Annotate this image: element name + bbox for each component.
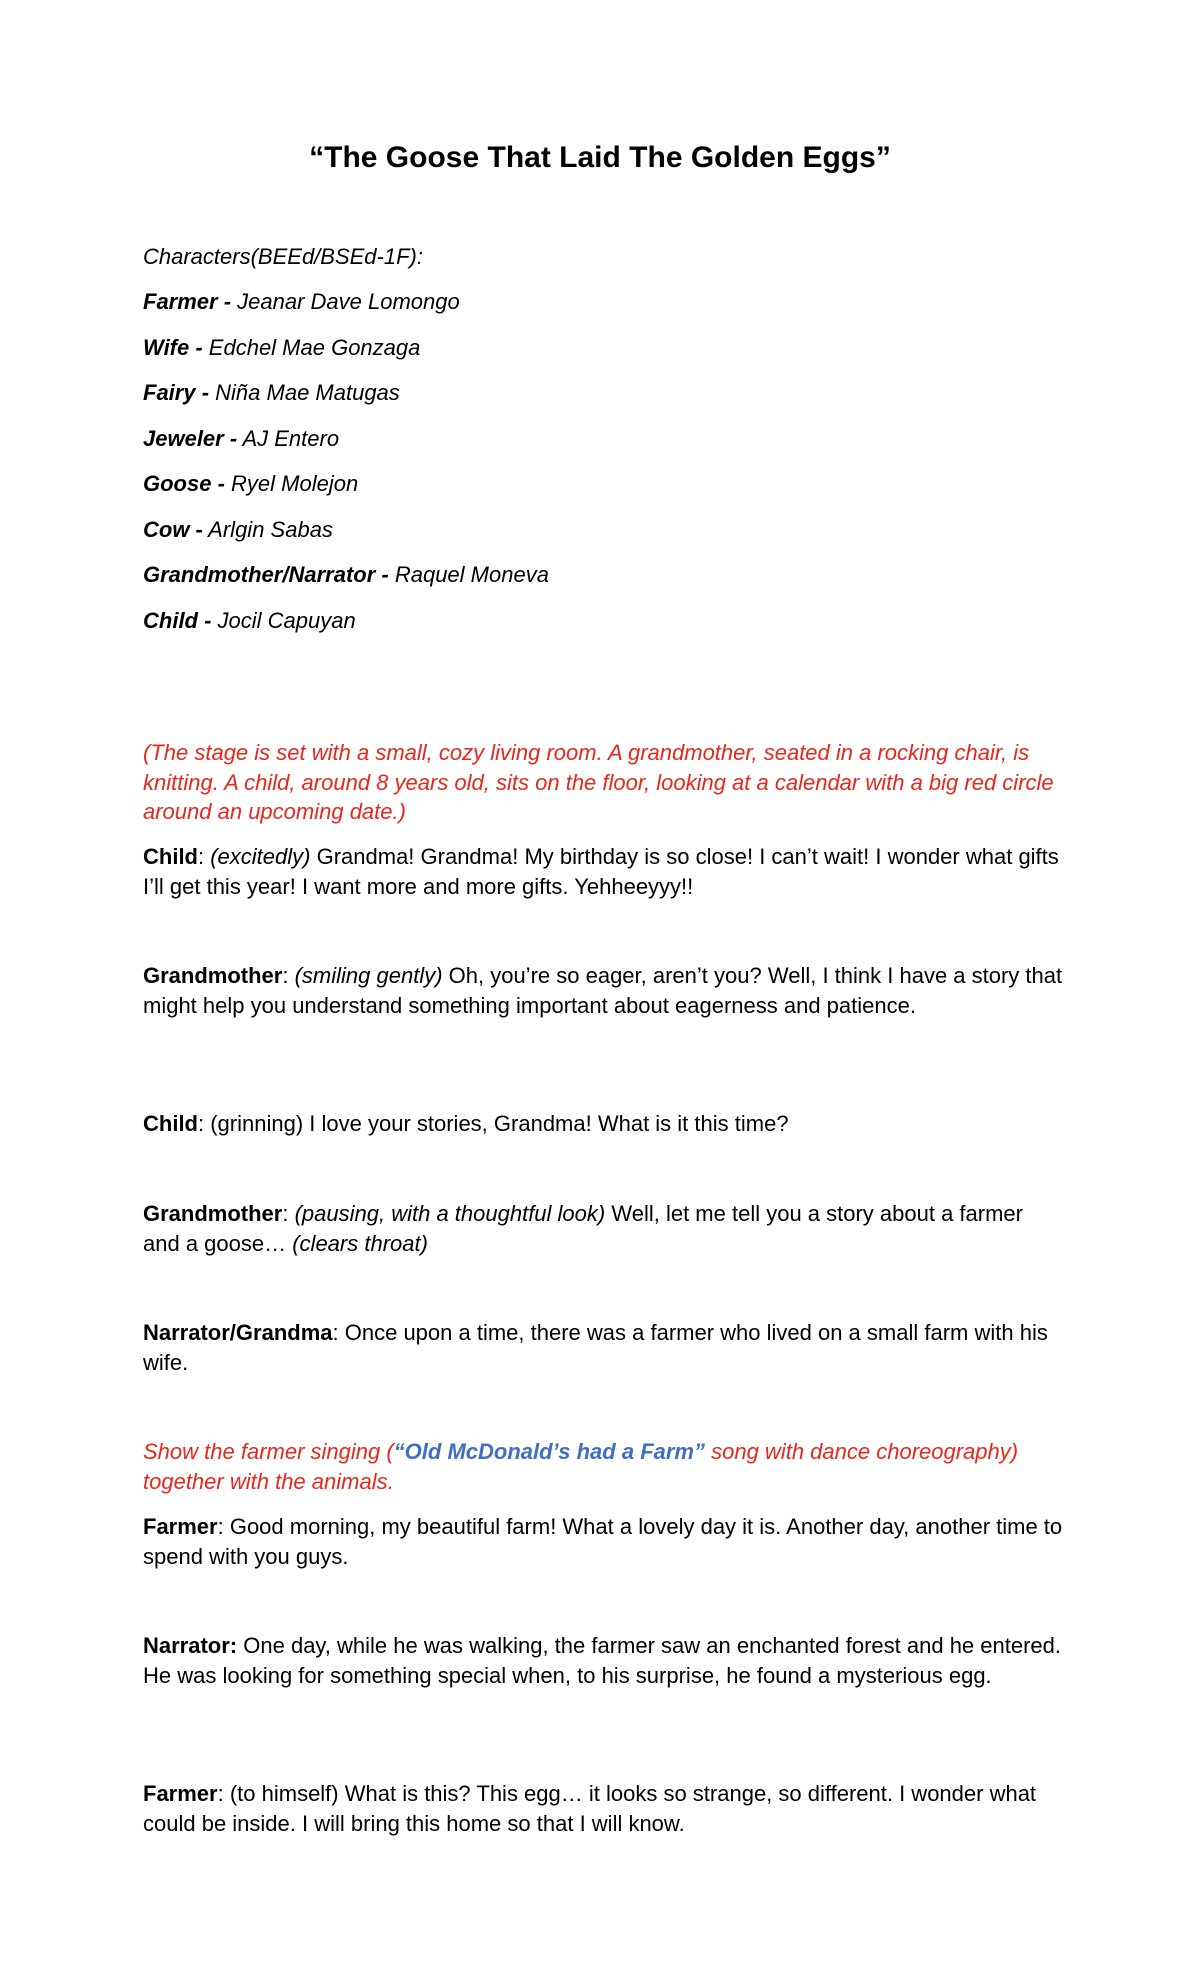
speaker-separator: :: [217, 1514, 230, 1539]
cast-name: Edchel Mae Gonzaga: [202, 334, 421, 360]
dialogue-text: Once upon a time, there was a farmer who lived on a small farm with his wife.: [143, 1320, 1048, 1375]
dialogue-line: [143, 961, 1063, 1020]
song-title: “Old McDonald’s had a Farm”: [393, 1439, 705, 1464]
stage-direction-text: Show the farmer singing (: [143, 1439, 394, 1464]
cast-name: Jocil Capuyan: [211, 607, 356, 633]
cast-item: [143, 516, 1063, 562]
cast-item: [143, 379, 1063, 425]
cast-heading: Characters(BEEd/BSEd-1F):: [143, 244, 423, 269]
speaker-name: Grandmother: [143, 963, 283, 988]
speaker-name: Child: [143, 844, 198, 869]
cast-name: Jeanar Dave Lomongo: [231, 289, 460, 314]
speaker-name: Narrator:: [143, 1633, 238, 1658]
stage-direction-text: song with dance choreography) together with the animals.: [143, 1439, 1019, 1494]
cast-role: Cow -: [143, 516, 203, 542]
stage-direction: [143, 1437, 1063, 1496]
cast-item: [143, 288, 1063, 334]
stage-direction: (The stage is set with a small, cozy living room. A grandmother, seated in a rocking chair, is knitting. A child, around 8 years old, sits on the floor, looking at a calendar with a big red circle around an upcoming date.): [143, 740, 1054, 824]
speaker-separator: :: [198, 844, 211, 869]
cast-role: Wife -: [143, 334, 203, 360]
speaker-name: Child: [143, 1111, 198, 1136]
acting-direction: (pausing, with a thoughtful look): [294, 1201, 606, 1226]
speaker-separator: :: [282, 1201, 295, 1226]
dialogue-line: [143, 1318, 1063, 1377]
acting-direction: (smiling gently): [294, 963, 443, 988]
cast-role: Jeweler -: [143, 425, 238, 451]
dialogue-text: Grandma! Grandma! My birthday is so close! I can’t wait! I wonder what gifts I’ll get this year! I want more and more gifts. Yehheeyyy!!: [143, 844, 1059, 899]
dialogue-text: Oh, you’re so eager, aren’t you? Well, I think I have a story that might help you understand something important about eagerness and patience.: [143, 963, 1063, 1018]
speaker-name: Narrator/Grandma: [143, 1320, 333, 1345]
cast-role: Farmer -: [143, 289, 232, 314]
cast-list: [143, 288, 1063, 652]
cast-item: [143, 561, 1063, 607]
cast-item: [143, 334, 1063, 380]
speaker-separator: :: [282, 963, 295, 988]
dialogue-text: One day, while he was walking, the farmer saw an enchanted forest and he entered. He was looking for something special when, to his surprise, he found a mysterious egg.: [143, 1633, 1062, 1688]
cast-role: Child -: [143, 607, 212, 633]
page-title: “The Goose That Laid The Golden Eggs”: [309, 141, 891, 174]
acting-direction: (clears throat): [292, 1230, 428, 1256]
dialogue-text: Good morning, my beautiful farm! What a lovely day it is. Another day, another time to spend with you guys.: [143, 1514, 1063, 1569]
dialogue-line: [143, 1512, 1063, 1571]
cast-role: Fairy -: [143, 380, 210, 405]
cast-item: [143, 607, 1063, 653]
dialogue-text: (to himself) What is this? This egg… it looks so strange, so different. I wonder what could be inside. I will bring this home so that I will know.: [143, 1781, 1037, 1836]
speaker-name: Farmer: [143, 1781, 218, 1806]
speaker-separator: :: [198, 1111, 211, 1136]
cast-name: Niña Mae Matugas: [209, 380, 400, 405]
speaker-name: Grandmother: [143, 1201, 283, 1226]
cast-item: [143, 470, 1063, 516]
dialogue-line: [143, 842, 1063, 901]
acting-direction: (excitedly): [210, 844, 311, 869]
speaker-name: Farmer: [143, 1514, 218, 1539]
speaker-separator: :: [217, 1781, 230, 1806]
cast-role: Goose -: [143, 471, 225, 496]
speaker-separator: :: [332, 1320, 345, 1345]
dialogue-text: Well, let me tell you a story about a farmer and a goose…: [143, 1201, 1023, 1256]
dialogue-line: [143, 1779, 1063, 1838]
cast-role: Grandmother/Narrator -: [143, 562, 389, 587]
cast-name: Arlgin Sabas: [202, 516, 333, 542]
cast-item: [143, 425, 1063, 471]
dialogue-line: [143, 1109, 1063, 1139]
cast-name: Ryel Molejon: [224, 471, 359, 496]
dialogue-line: [143, 1631, 1063, 1690]
cast-name: Raquel Moneva: [388, 562, 549, 587]
cast-name: AJ Entero: [237, 425, 340, 451]
dialogue-text: (grinning) I love your stories, Grandma! What is it this time?: [210, 1111, 789, 1136]
dialogue-line: [143, 1199, 1063, 1258]
